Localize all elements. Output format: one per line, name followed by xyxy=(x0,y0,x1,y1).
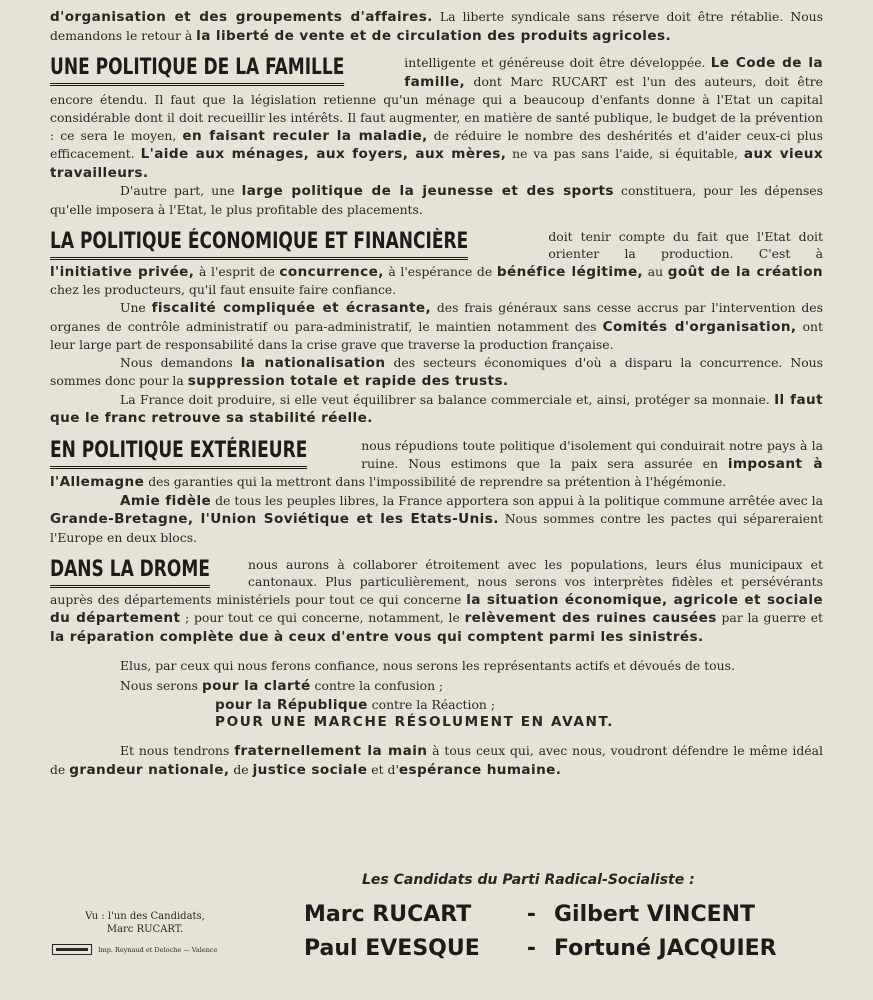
ext-p2-b: de tous les peuples libres, la France apportera son appui à la politique commune arrêtée avec la xyxy=(211,492,823,508)
candidate-name: Paul EVESQUE xyxy=(304,936,480,961)
eco-p1-e: à l'espérance de xyxy=(383,263,497,279)
section-economique xyxy=(50,228,823,429)
names-row-2 xyxy=(304,932,804,966)
closing-l2-b: contre la Réaction ; xyxy=(367,696,495,712)
eco-p2-e: ont leur large part de responsabilité dans la crise grave que traverse la production française. xyxy=(50,318,823,353)
eco-paragraph-4 xyxy=(50,391,823,428)
vu-line-1: Vu : l'un des Candidats, xyxy=(85,911,205,922)
fin-b: fraternellement la main xyxy=(234,742,428,759)
intro-bold-1: d'organisation et des groupements d'affaires. xyxy=(50,9,433,25)
eco-p1-h: goût de la création xyxy=(667,263,824,280)
vu-line-2: Marc RUCART. xyxy=(106,924,184,935)
eco-p3-b: la nationalisation xyxy=(240,354,386,371)
eco-p3-c: des secteurs économiques d'où a disparu la concurrence. Nous sommes donc pour la xyxy=(50,354,823,389)
printer-mark xyxy=(52,944,217,955)
eco-p2-c: des frais généraux sans cesse accrus par l'intervention des organes de contrôle administratif ou para-administratif, le maintien notamment des xyxy=(50,299,823,334)
eco-p3-a: Nous demandons xyxy=(120,354,241,370)
famille-bold-f: L'aide aux ménages, aux foyers, aux mères, xyxy=(140,146,507,163)
intro-text: La liberte syndicale sans réserve doit être rétablie. Nous demandons le retour à xyxy=(50,9,823,43)
eco-paragraph-2 xyxy=(50,299,823,354)
famille-bold-h: aux vieux travailleurs. xyxy=(50,146,823,181)
closing-l2-a: pour la République xyxy=(215,696,368,713)
drome-p1-c: ; pour tout ce qui concerne, notamment, le xyxy=(180,610,465,626)
eco-p3-d: suppression totale et rapide des trusts. xyxy=(187,373,509,390)
eco-p2-d: Comités d'organisation, xyxy=(602,318,797,335)
famille-p2-a: D'autre part, une xyxy=(120,183,242,199)
fin-c: à tous ceux qui, avec nous, voudront défendre le même idéal de xyxy=(50,742,823,777)
candidate-name: Gilbert VINCENT xyxy=(554,902,756,927)
ext-p1-b: imposant à l'Allemagne xyxy=(50,455,823,491)
ext-p2-a: Amie fidèle xyxy=(120,492,212,509)
drome-p1-f: la réparation complète due à ceux d'entre vous qui comptent parmi les sinistrés. xyxy=(50,629,704,645)
intro-bold-2: la liberté de vente et de circulation des produits xyxy=(196,27,589,44)
eco-p1-g: au xyxy=(643,263,668,279)
eco-p1-i: chez les producteurs, qu'il faut ensuite faire confiance. xyxy=(50,282,397,298)
closing-slogan: POUR UNE MARCHE RÉSOLUMENT EN AVANT. xyxy=(215,714,615,731)
eco-p1-d: concurrence, xyxy=(279,263,384,280)
ext-p2-d: Nous sommes contre les pactes qui sépareraient l'Europe en deux blocs. xyxy=(50,511,823,546)
closing-l1-a: Nous serons xyxy=(120,678,202,694)
fin-a: Et nous tendrons xyxy=(120,742,235,758)
famille-paragraph-2 xyxy=(50,182,823,218)
closing-l1-c: contre la confusion ; xyxy=(310,678,444,694)
heading-economique: LA POLITIQUE ÉCONOMIQUE ET FINANCIÈRE xyxy=(50,230,468,260)
intro-bold-3: agricoles. xyxy=(592,27,672,44)
famille-text-e: de réduire le nombre des deshérités et d'aider ceux-ci plus efficacement. xyxy=(50,127,823,162)
fin-d: grandeur nationale, xyxy=(69,761,230,778)
candidate-name: Fortuné JACQUIER xyxy=(554,936,777,961)
ext-paragraph-2 xyxy=(50,492,823,547)
closing-final-paragraph xyxy=(50,742,823,779)
eco-p4-a: La France doit produire, si elle veut équilibrer sa balance commerciale et, ainsi, protéger sa monnaie. xyxy=(120,391,775,407)
candidates-title: Les Candidats du Parti Radical-Socialiste : xyxy=(362,872,695,888)
eco-paragraph-3 xyxy=(50,354,823,391)
closing-line-2 xyxy=(50,696,823,715)
heading-exterieure: EN POLITIQUE EXTÉRIEURE xyxy=(50,439,307,469)
ext-p1-a: nous répudions toute politique d'isolement qui conduirait notre pays à la ruine. Nous estimons que la paix sera assurée en xyxy=(361,438,823,471)
ext-p2-c: Grande-Bretagne, l'Union Soviétique et les Etats-Unis. xyxy=(50,511,499,528)
printer-text: Imp. Reynaud et Deloche — Valence xyxy=(98,945,218,954)
heading-drome: DANS LA DROME xyxy=(50,558,210,588)
closing-block xyxy=(50,657,823,780)
vu-notice xyxy=(80,910,210,936)
fin-g: et d' xyxy=(367,761,399,777)
famille-bold-d: en faisant reculer la maladie, xyxy=(182,127,428,144)
name-separator: - xyxy=(526,902,537,927)
section-exterieure xyxy=(50,437,823,547)
intro-paragraph xyxy=(50,8,823,45)
famille-p2-c: constituera, pour les dépenses qu'elle imposera à l'Etat, le plus profitable des placements. xyxy=(50,183,823,217)
drome-p1-d: relèvement des ruines causées xyxy=(464,610,717,627)
candidate-name: Marc RUCART xyxy=(304,902,472,927)
famille-p2-bold: large politique de la jeunesse et des sports xyxy=(241,183,614,200)
eco-p2-a: Une xyxy=(120,299,152,315)
eco-p2-b: fiscalité compliquée et écrasante, xyxy=(151,299,432,316)
eco-p1-b: l'initiative privée, xyxy=(50,263,195,280)
drome-p1-e: par la guerre et xyxy=(716,610,824,626)
famille-bold-b: Le Code de la famille, xyxy=(404,55,824,90)
eco-p1-a: doit tenir compte du fait que l'Etat doit orienter la production. C'est à xyxy=(548,228,823,262)
fin-h: espérance humaine. xyxy=(398,761,562,778)
heading-famille: UNE POLITIQUE DE LA FAMILLE xyxy=(50,56,344,86)
candidate-names xyxy=(304,898,804,966)
eco-p1-f: bénéfice légitime, xyxy=(496,263,644,280)
ext-p1-c: des garanties qui la mettront dans l'impossibilité de reprendre sa prétention à l'hégémonie. xyxy=(144,474,727,490)
fin-f: justice sociale xyxy=(252,761,368,778)
eco-p4-b: Il faut que le franc retrouve sa stabilité réelle. xyxy=(50,391,823,427)
drome-p1-a: nous aurons à collaborer étroitement avec les populations, leurs élus municipaux et cantonaux. Plus particulièrement, nous serons vos interprètes fidèles et persévérants auprès des départements ministériels pour tout ce qui concerne xyxy=(50,556,823,607)
closing-elus: Elus, par ceux qui nous ferons confiance, nous serons les représentants actifs et dévoués de tous. xyxy=(120,657,735,673)
names-row-1 xyxy=(304,898,804,932)
famille-text-a: intelligente et généreuse doit être développée. xyxy=(404,55,711,71)
section-famille xyxy=(50,54,823,218)
closing-l1-b: pour la clarté xyxy=(201,678,311,695)
closing-line-1 xyxy=(50,677,823,696)
fin-e: de xyxy=(229,761,253,777)
printer-logo-icon xyxy=(52,944,92,955)
famille-text-c: dont Marc RUCART est l'un des auteurs, doit être encore étendu. Il faut que la législation retienne qu'un ménage qui a beaucoup d'enfants donne à l'Etat un capital considérable dont il doit recueillir les intérêts. Il faut augmenter, en matière de santé publique, le budget de la prévention : ce sera le moyen, xyxy=(50,73,823,143)
eco-p1-c: à l'esprit de xyxy=(194,263,280,279)
name-separator: - xyxy=(526,936,537,961)
famille-text-g: ne va pas sans l'aide, si équitable, xyxy=(506,146,744,162)
section-drome xyxy=(50,556,823,647)
drome-p1-b: la situation économique, agricole et sociale du département xyxy=(50,591,823,627)
